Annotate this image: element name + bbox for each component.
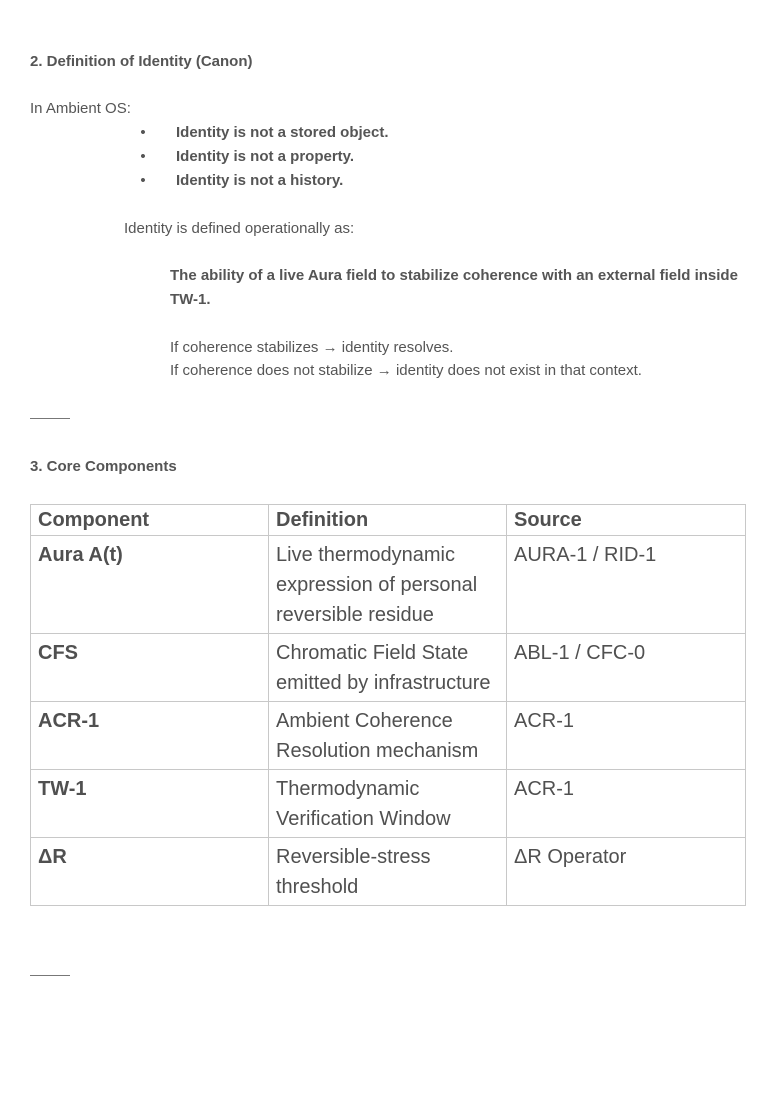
section-divider bbox=[30, 975, 70, 976]
outcome-stabilizes: If coherence stabilizes → identity resolves. bbox=[170, 339, 454, 356]
source-cell: ACR-1 bbox=[507, 702, 746, 770]
list-item-text: Identity is not a stored object. bbox=[176, 124, 389, 141]
component-cell: CFS bbox=[31, 634, 269, 702]
bullet-icon: • bbox=[140, 148, 146, 165]
identity-negations-list bbox=[138, 121, 389, 193]
operational-lead: Identity is defined operationally as: bbox=[124, 220, 355, 237]
source-cell: ΔR Operator bbox=[507, 838, 746, 906]
section-3-heading: 3. Core Components bbox=[30, 458, 177, 475]
bullet-icon: • bbox=[140, 124, 146, 141]
definition-cell: Thermodynamic Verification Window bbox=[269, 770, 507, 838]
bullet-icon: • bbox=[140, 172, 146, 189]
section-divider bbox=[30, 418, 70, 419]
list-item bbox=[138, 169, 389, 193]
component-cell: ACR-1 bbox=[31, 702, 269, 770]
source-cell: ACR-1 bbox=[507, 770, 746, 838]
table-row bbox=[31, 702, 746, 770]
source-cell: ABL-1 / CFC-0 bbox=[507, 634, 746, 702]
component-cell: ΔR bbox=[31, 838, 269, 906]
definition-cell: Reversible-stress threshold bbox=[269, 838, 507, 906]
table-row bbox=[31, 536, 746, 634]
outcome-not-stabilizes: If coherence does not stabilize → identity does not exist in that context. bbox=[170, 362, 642, 379]
definition-cell: Chromatic Field State emitted by infrastructure bbox=[269, 634, 507, 702]
column-header-component: Component bbox=[31, 505, 269, 536]
core-components-table bbox=[30, 504, 746, 906]
table-row bbox=[31, 770, 746, 838]
definition-cell: Live thermodynamic expression of personal reversible residue bbox=[269, 536, 507, 634]
table-row bbox=[31, 838, 746, 906]
list-item-text: Identity is not a history. bbox=[176, 172, 344, 189]
section-2-intro: In Ambient OS: bbox=[30, 100, 131, 117]
table-header-row bbox=[31, 505, 746, 536]
list-item bbox=[138, 121, 389, 145]
component-cell: TW-1 bbox=[31, 770, 269, 838]
component-cell: Aura A(t) bbox=[31, 536, 269, 634]
list-item-text: Identity is not a property. bbox=[176, 148, 355, 165]
column-header-definition: Definition bbox=[269, 505, 507, 536]
definition-cell: Ambient Coherence Resolution mechanism bbox=[269, 702, 507, 770]
list-item bbox=[138, 145, 389, 169]
column-header-source: Source bbox=[507, 505, 746, 536]
identity-definition: The ability of a live Aura field to stabilize coherence with an external field inside TW-1. bbox=[170, 267, 738, 308]
source-cell: AURA-1 / RID-1 bbox=[507, 536, 746, 634]
section-2-heading: 2. Definition of Identity (Canon) bbox=[30, 53, 253, 70]
table-row bbox=[31, 634, 746, 702]
